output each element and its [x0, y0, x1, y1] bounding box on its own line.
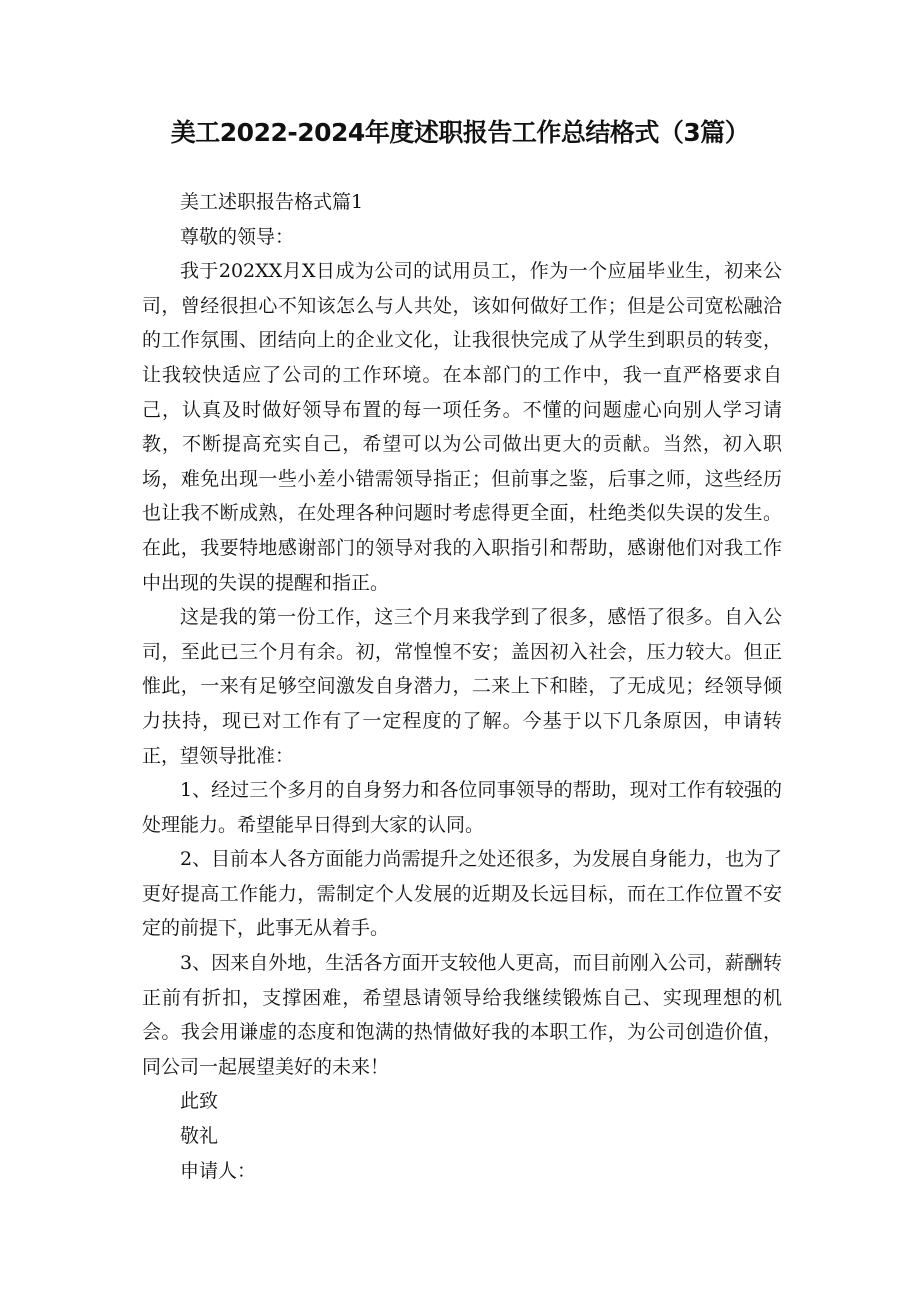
document-title: 美工2022-2024年度述职报告工作总结格式（3篇）: [170, 118, 750, 147]
closing-line-1: 此致: [180, 1090, 219, 1113]
paragraph-5: 3、因来自外地，生活各方面开支较他人更高，而目前刚入公司，薪酬转正前有折扣，支撑困难，希望恳请领导给我继续锻炼自己、实现理想的机会。我会用谦虚的态度和饱满的热情做好我的本职工作，为公司创造价值，同公司一起展望美好的未来！: [142, 952, 782, 1078]
paragraph-3: 1、经过三个多月的自身努力和各位同事领导的帮助，现对工作有较强的处理能力。希望能早日得到大家的认同。: [142, 779, 782, 836]
paragraph-4: 2、目前本人各方面能力尚需提升之处还很多，为发展自身能力，也为了更好提高工作能力，需制定个人发展的近期及长远目标，而在工作位置不安定的前提下，此事无从着手。: [142, 848, 782, 940]
applicant-line: 申请人：: [180, 1159, 257, 1182]
closing-line-2: 敬礼: [180, 1125, 219, 1148]
paragraph-2: 这是我的第一份工作，这三个月来我学到了很多，感悟了很多。自入公司，至此已三个月有余。初，常惶惶不安；盖因初入社会，压力较大。但正惟此，一来有足够空间激发自身潜力，二来上下和睦，了无成见；经领导倾力扶持，现已对工作有了一定程度的了解。今基于以下几条原因，申请转正，望领导批准：: [142, 606, 782, 767]
paragraph-1: 我于202XX月X日成为公司的试用员工，作为一个应届毕业生，初来公司，曾经很担心不知该怎么与人共处，该如何做好工作；但是公司宽松融洽的工作氛围、团结向上的企业文化，让我很快完成了从学生到职员的转变，让我较快适应了公司的工作环境。在本部门的工作中，我一直严格要求自己，认真及时做好领导布置的每一项任务。不懂的问题虚心向别人学习请教，不断提高充实自己，希望可以为公司做出更大的贡献。当然，初入职场，难免出现一些小差小错需领导指正；但前事之鉴，后事之师，这些经历也让我不断成熟，在处理各种问题时考虑得更全面，杜绝类似失误的发生。在此，我要特地感谢部门的领导对我的入职指引和帮助，感谢他们对我工作中出现的失误的提醒和指正。: [142, 260, 782, 594]
salutation: 尊敬的领导：: [180, 225, 295, 248]
document-body: [142, 185, 782, 1188]
section-heading: 美工述职报告格式篇1: [180, 191, 364, 213]
